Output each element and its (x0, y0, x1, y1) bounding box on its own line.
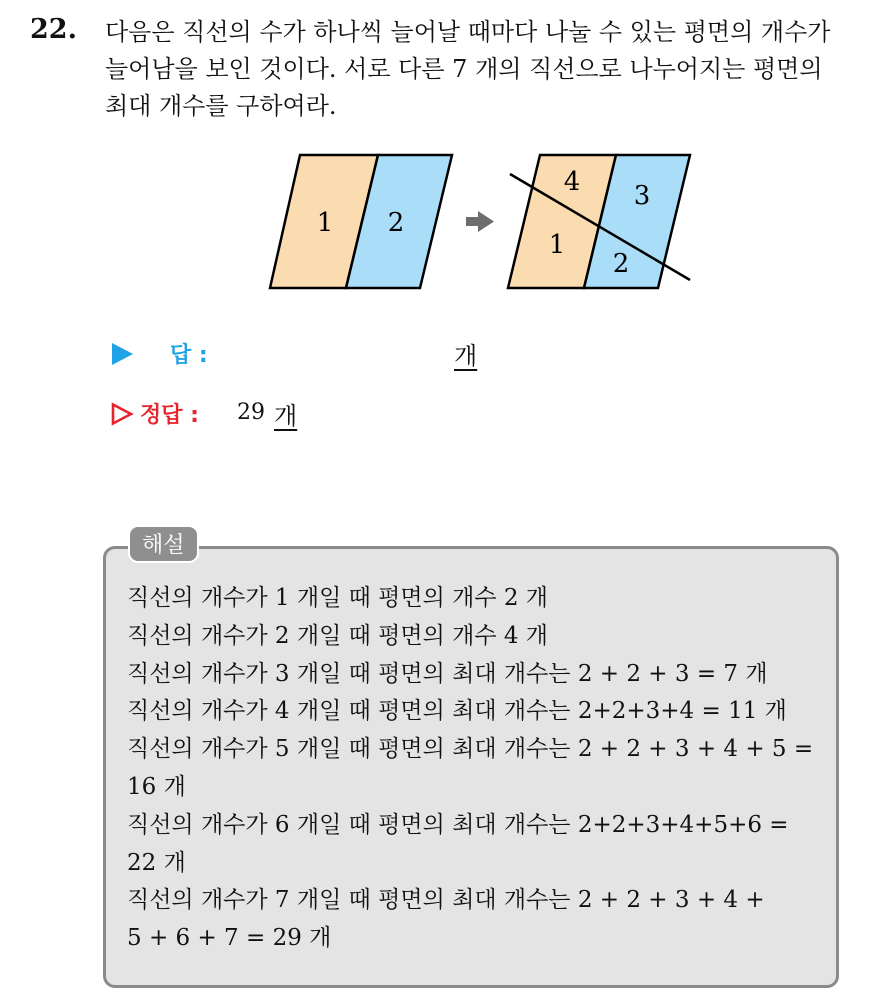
correct-answer-label: 정답 : (140, 403, 199, 428)
answer-row (110, 336, 510, 372)
left-parallelogram (270, 155, 452, 288)
triangle-outline-icon (110, 402, 134, 426)
question-line: 다음은 직선의 수가 하나씩 늘어날 때마다 나눌 수 있는 평면의 개수가 (105, 18, 831, 46)
question-text (105, 14, 865, 125)
solution-text (127, 580, 827, 958)
solution-line: 5 + 6 + 7 = 29 개 (127, 925, 332, 952)
solution-line: 직선의 개수가 3 개일 때 평면의 최대 개수는 2 + 2 + 3 = 7 개 (127, 660, 768, 687)
solution-line: 16 개 (127, 773, 186, 800)
right-label-2: 2 (612, 249, 630, 279)
question-line: 최대 개수를 구하여라. (105, 92, 337, 120)
left-label-1: 1 (316, 208, 334, 238)
solution-line: 직선의 개수가 1 개일 때 평면의 개수 2 개 (127, 585, 549, 611)
solution-line: 직선의 개수가 4 개일 때 평면의 최대 개수는 2+2+3+4 = 11 개 (127, 698, 787, 725)
correct-answer-unit: 개 (274, 402, 298, 430)
plane-division-figure (260, 148, 700, 298)
right-label-4: 4 (563, 167, 581, 197)
answer-unit: 개 (454, 342, 478, 370)
right-label-3: 3 (633, 181, 651, 211)
correct-answer-value: 29 (237, 400, 265, 425)
right-parallelogram (508, 155, 690, 288)
correct-answer-row (110, 396, 510, 432)
solution-line: 직선의 개수가 2 개일 때 평면의 개수 4 개 (127, 622, 549, 649)
solution-tag: 해설 (128, 525, 199, 563)
right-label-1: 1 (548, 230, 566, 260)
question-number: 22. (30, 14, 77, 45)
solution-line: 22 개 (127, 849, 186, 876)
answer-label: 답 : (170, 343, 208, 368)
triangle-filled-icon (110, 342, 134, 366)
left-label-2: 2 (387, 208, 405, 238)
right-arrow-icon (466, 211, 494, 232)
solution-line: 직선의 개수가 5 개일 때 평면의 최대 개수는 2 + 2 + 3 + 4 + 5 = (127, 736, 814, 763)
question-line: 늘어남을 보인 것이다. 서로 다른 7 개의 직선으로 나누어지는 평면의 (105, 55, 823, 83)
solution-line: 직선의 개수가 6 개일 때 평면의 최대 개수는 2+2+3+4+5+6 = (127, 811, 789, 838)
solution-line: 직선의 개수가 7 개일 때 평면의 최대 개수는 2 + 2 + 3 + 4 + (127, 887, 765, 914)
